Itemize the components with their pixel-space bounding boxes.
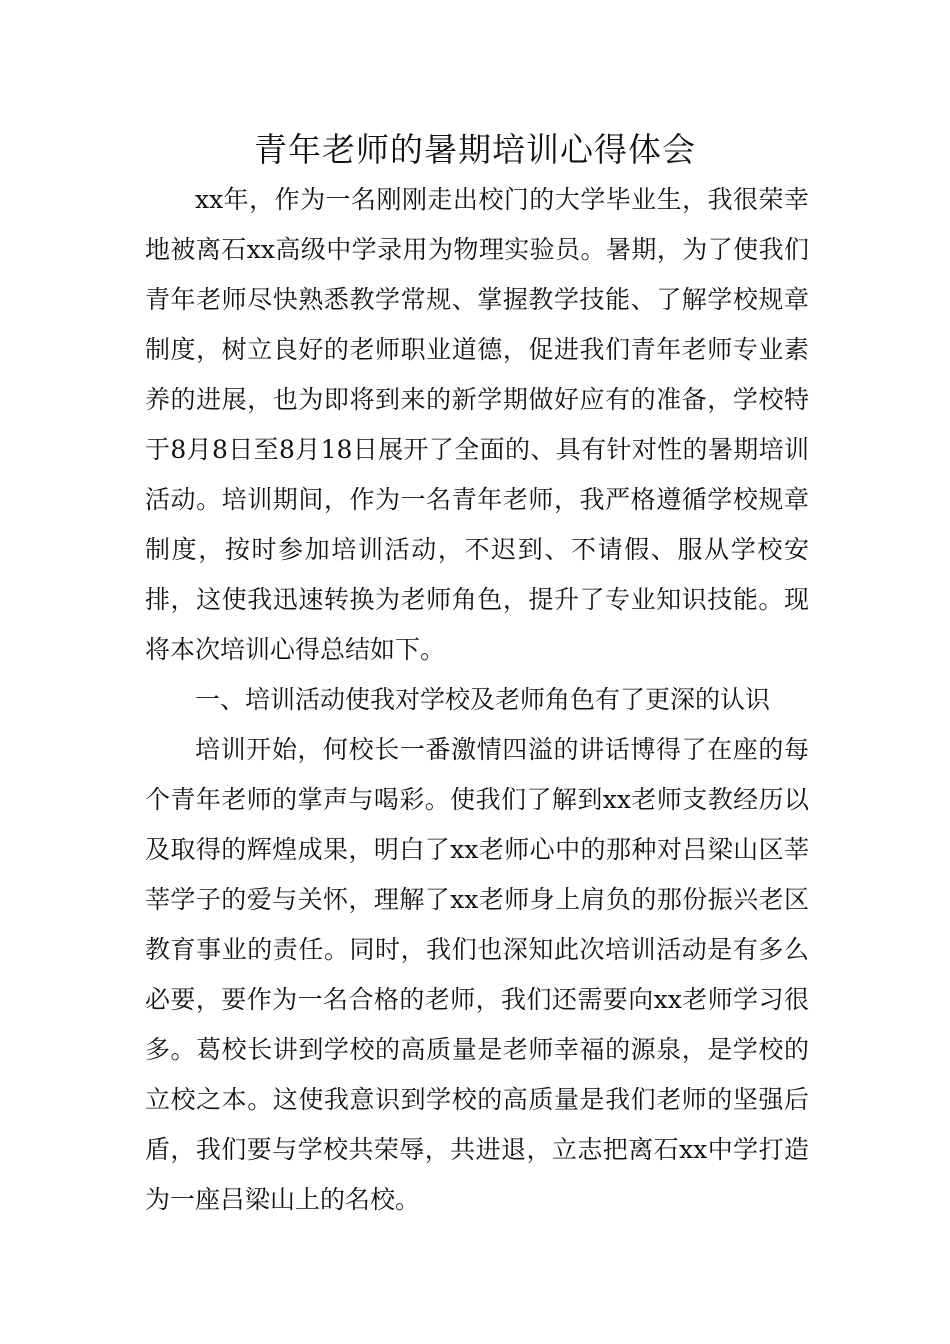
document-title: 青年老师的暑期培训心得体会 bbox=[254, 130, 696, 169]
section-heading-1: 一、培训活动使我对学校及老师角色有了更深的认识 bbox=[195, 685, 771, 714]
document-body bbox=[145, 175, 809, 1225]
paragraph-intro: xx年，作为一名刚刚走出校门的大学毕业生，我很荣幸地被离石xx高级中学录用为物理实验员。暑期，为了使我们青年老师尽快熟悉教学常规、掌握教学技能、了解学校规章制度，树立良好的老师职业道德，促进我们青年老师专业素养的进展，也为即将到来的新学期做好应有的准备，学校特于8月8日至8月18日展开了全面的、具有针对性的暑期培训活动。培训期间，作为一名青年老师，我严格遵循学校规章制度，按时参加培训活动，不迟到、不请假、服从学校安排，这使我迅速转换为老师角色，提升了专业知识技能。现将本次培训心得总结如下。 bbox=[145, 185, 809, 664]
paragraph-section-1: 培训开始，何校长一番激情四溢的讲话博得了在座的每个青年老师的掌声与喝彩。使我们了解到xx老师支教经历以及取得的辉煌成果，明白了xx老师心中的那种对吕梁山区莘莘学子的爱与关怀，理解了xx老师身上肩负的那份振兴老区教育事业的责任。同时，我们也深知此次培训活动是有多么必要，要作为一名合格的老师，我们还需要向xx老师学习很多。葛校长讲到学校的高质量是老师幸福的源泉，是学校的立校之本。这使我意识到学校的高质量是我们老师的坚强后盾，我们要与学校共荣辱，共进退，立志把离石xx中学打造为一座吕梁山上的名校。 bbox=[145, 735, 809, 1214]
